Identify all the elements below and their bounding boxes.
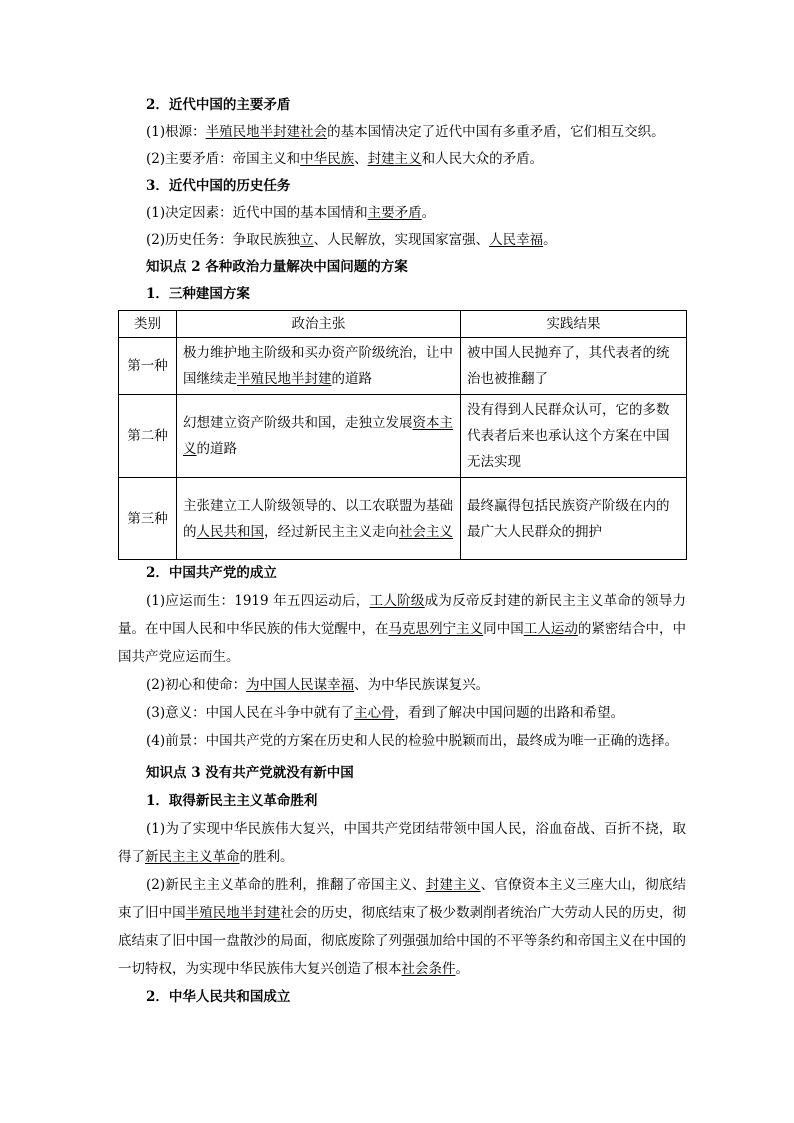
table-header: 政治主张 xyxy=(177,311,461,338)
subheading-three-plans: 1．三种建国方案 xyxy=(146,286,250,302)
paragraph-deciding-factor: (1)决定因素：近代中国的基本国情和主要矛盾。 xyxy=(146,205,436,221)
answer-underline: 工人阶级 xyxy=(369,593,425,609)
table-cell-result: 最终赢得包括民族资产阶级在内的最广大人民群众的拥护 xyxy=(461,478,687,560)
paragraph-main-contradiction: (2)主要矛盾：帝国主义和中华民族、封建主义和人民大众的矛盾。 xyxy=(146,151,544,167)
answer-underline: 马克思列宁主义 xyxy=(388,621,484,637)
table-cell-category: 第三种 xyxy=(119,478,177,560)
answer-underline: 社会条件 xyxy=(401,961,456,977)
answer-underline: 新民主主义革命 xyxy=(145,849,240,865)
subheading-prc-founding: 2．中华人民共和国成立 xyxy=(146,989,291,1005)
answer-underline: 主心骨 xyxy=(354,705,395,721)
answer-underline: 半殖民地半封建 xyxy=(185,905,281,921)
table-header: 实践结果 xyxy=(461,311,687,338)
answer-underline: 半殖民地半封建 xyxy=(237,371,332,387)
answer-underline: 主要矛盾 xyxy=(367,205,422,221)
table-row xyxy=(119,395,687,478)
table-cell-result: 被中国人民抛弃了，其代表者的统治也被推翻了 xyxy=(461,338,687,395)
paragraph-root-cause: (1)根源：半殖民地半封建社会的基本国情决定了近代中国有多重矛盾，它们相互交织。 xyxy=(146,124,665,140)
answer-underline: 封建主义 xyxy=(367,151,422,167)
answer-underline: 人民共和国 xyxy=(196,523,264,540)
answer-underline: 立 xyxy=(300,232,314,248)
paragraph-victory: (1)为了实现中华民族伟大复兴，中国共产党团结带领中国人民，浴血奋战、百折不挠，取得了新民主主义革命的胜利。 xyxy=(118,821,686,865)
table-cell-category: 第二种 xyxy=(119,395,177,478)
table-cell-proposal: 极力维护地主阶级和买办资产阶级统治，让中国继续走半殖民地半封建的道路 xyxy=(177,338,461,395)
answer-underline: 封建主义 xyxy=(425,877,481,893)
table-cell-category: 第一种 xyxy=(119,338,177,395)
paragraph-significance: (3)意义：中国人民在斗争中就有了主心骨，看到了解决中国问题的出路和希望。 xyxy=(146,705,625,721)
answer-underline: 人民幸福 xyxy=(489,232,544,248)
paragraph-historical-task: (2)历史任务：争取民族独立、人民解放，实现国家富强、人民幸福。 xyxy=(146,232,557,248)
answer-underline: 中华民族 xyxy=(300,151,355,167)
answer-underline: 资本主义 xyxy=(183,415,453,457)
table-row xyxy=(119,478,687,560)
answer-underline: 工人运动 xyxy=(523,621,578,637)
paragraph-victory-significance: (2)新民主主义革命的胜利，推翻了帝国主义、封建主义、官僚资本主义三座大山，彻底结束了旧中国半殖民地半封建社会的历史，彻底结束了极少数剥削者统治广大劳动人民的历史，彻底结束了旧中国一盘散沙的局面，彻底废除了列强强加给中国的不平等条约和帝国主义在中国的一切特权，为实现中华民族伟大复兴创造了根本社会条件。 xyxy=(118,877,687,977)
knowledge-point-3-title: 知识点 3 没有共产党就没有新中国 xyxy=(146,765,354,781)
table-cell-proposal: 主张建立工人阶级领导的、以工农联盟为基础的人民共和国，经过新民主主义走向社会主义 xyxy=(177,478,461,560)
answer-underline: 社会主义 xyxy=(399,523,453,540)
subheading-revolution-victory: 1．取得新民主主义革命胜利 xyxy=(146,793,318,809)
paragraph-mission: (2)初心和使命：为中国人民谋幸福、为中华民族谋复兴。 xyxy=(146,677,490,693)
table-row xyxy=(119,338,687,395)
table-header: 类别 xyxy=(119,311,177,338)
subheading-party-founding: 2．中国共产党的成立 xyxy=(146,565,277,581)
knowledge-point-2-title: 知识点 2 各种政治力量解决中国问题的方案 xyxy=(146,259,408,275)
paragraph-emergence: (1)应运而生：1919 年五四运动后，工人阶级成为反帝反封建的新民主主义革命的领导力量。在中国人民和中华民族的伟大觉醒中，在马克思列宁主义同中国工人运动的紧密结合中，中国共产党应运而生。 xyxy=(118,593,687,665)
table-header-row xyxy=(119,311,687,338)
answer-underline: 为中国人民谋幸福 xyxy=(246,677,355,693)
document-page xyxy=(118,92,686,1011)
table-cell-result: 没有得到人民群众认可，它的多数代表者后来也承认这个方案在中国无法实现 xyxy=(461,395,687,478)
paragraph-prospect: (4)前景：中国共产党的方案在历史和人民的检验中脱颖而出，最终成为唯一正确的选择。 xyxy=(146,733,679,749)
section-heading-historical-task: 3．近代中国的历史任务 xyxy=(146,178,291,194)
plans-table xyxy=(118,310,687,560)
answer-underline: 半殖民地半封建社会 xyxy=(205,124,328,140)
table-cell-proposal: 幻想建立资产阶级共和国，走独立发展资本主义的道路 xyxy=(177,395,461,478)
section-heading-main-contradiction: 2．近代中国的主要矛盾 xyxy=(146,97,291,113)
